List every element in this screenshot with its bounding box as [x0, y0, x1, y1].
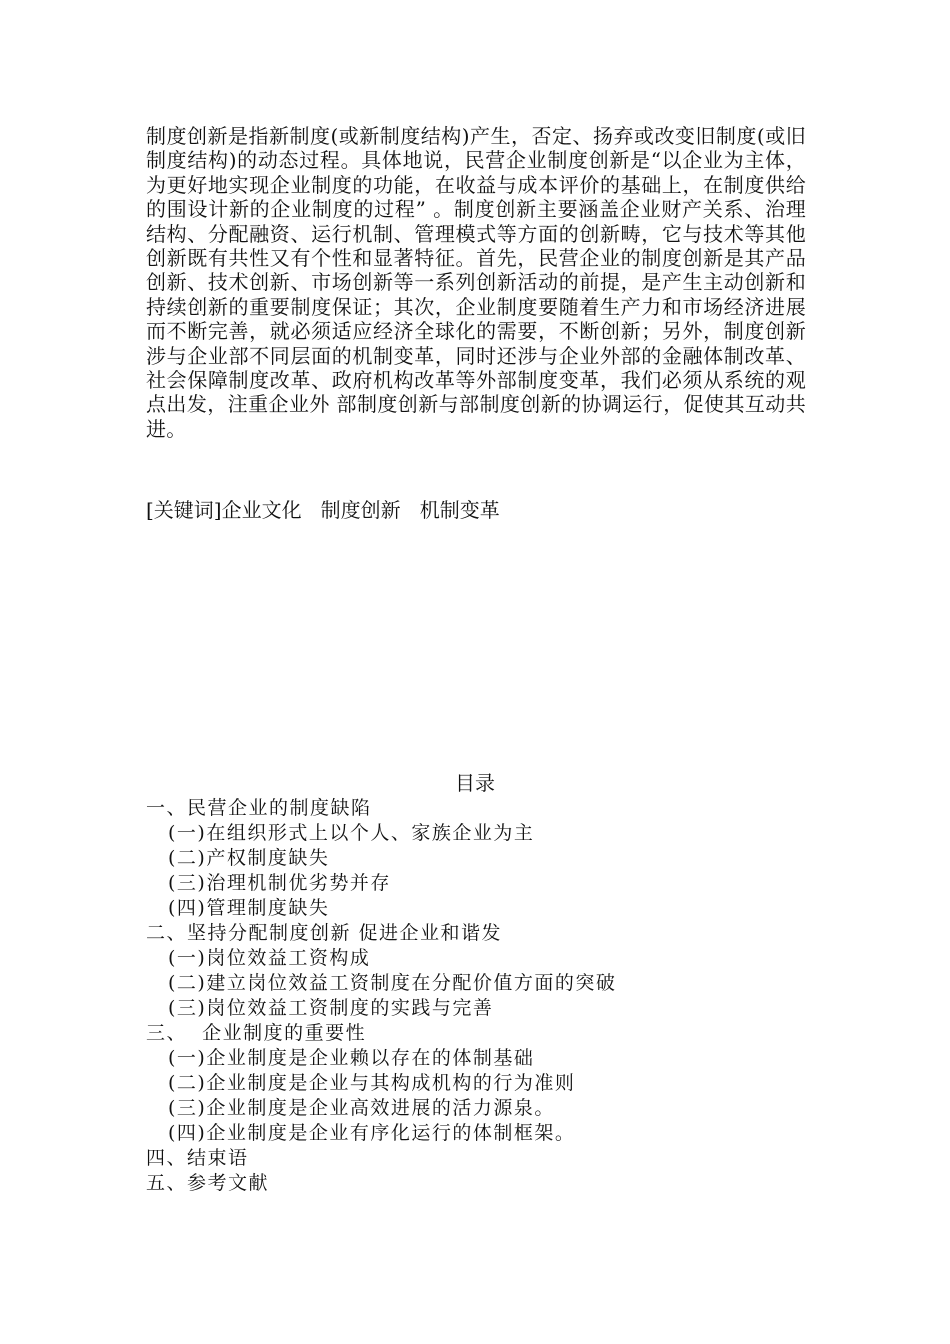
abstract-paragraph: 制度创新是指新制度(或新制度结构)产生，否定、扬弃或改变旧制度(或旧制度结构)的动态过程。具体地说，民营企业制度创新是“以企业为主体，为更好地实现企业制度的功能，在收益与成本评价的基础上，在制度供给的围设计新的企业制度的过程” 。制度创新主要涵盖企业财产关系、治理结构、分配融资、运行机制、管理模式等方面的创新畴，它与技术等其他创新既有共性又有个性和显著特征。首先，民营企业的制度创新是其产品创新、技术创新、市场创新等一系列创新活动的前提，是产生主动创新和持续创新的重要制度保证；其次，企业制度要随着生产力和市场经济进展而不断完善，就必须适应经济全球化的需要，不断创新；另外，制度创新涉与企业部不同层面的机制变革，同时还涉与企业外部的金融体制改革、社会保障制度改革、政府机构改革等外部制度变革，我们必须从系统的观点出发，注重企业外 部制度创新与部制度创新的协调运行，促使其互动共进。 [146, 124, 806, 441]
toc-subitem: (三)治理机制优劣势并存 [168, 872, 391, 894]
keywords-line: [关键词]企业文化 制度创新 机制变革 [146, 498, 500, 522]
toc-item: 一、民营企业的制度缺陷 [146, 797, 372, 819]
toc-subitem: (一)在组织形式上以个人、家族企业为主 [168, 822, 535, 844]
toc-subitem: (二)企业制度是企业与其构成机构的行为准则 [168, 1072, 576, 1094]
toc-item: 四、结束语 [146, 1147, 249, 1169]
toc-title: 目录 [455, 771, 495, 795]
toc-subitem: (三)岗位效益工资制度的实践与完善 [168, 997, 494, 1019]
toc-subitem: (四)管理制度缺失 [168, 897, 330, 919]
toc-subitem: (二)建立岗位效益工资制度在分配价值方面的突破 [168, 972, 617, 994]
toc-subitem: (一)企业制度是企业赖以存在的体制基础 [168, 1047, 535, 1069]
toc-item: 三、 企业制度的重要性 [146, 1022, 367, 1044]
toc-subitem: (三)企业制度是企业高效进展的活力源泉。 [168, 1097, 555, 1119]
table-of-contents [146, 796, 616, 1196]
toc-subitem: (二)产权制度缺失 [168, 847, 330, 869]
toc-subitem: (四)企业制度是企业有序化运行的体制框架。 [168, 1122, 576, 1144]
toc-subitem: (一)岗位效益工资构成 [168, 947, 371, 969]
toc-item: 二、坚持分配制度创新 促进企业和谐发 [146, 922, 503, 944]
toc-item: 五、参考文献 [146, 1172, 270, 1194]
